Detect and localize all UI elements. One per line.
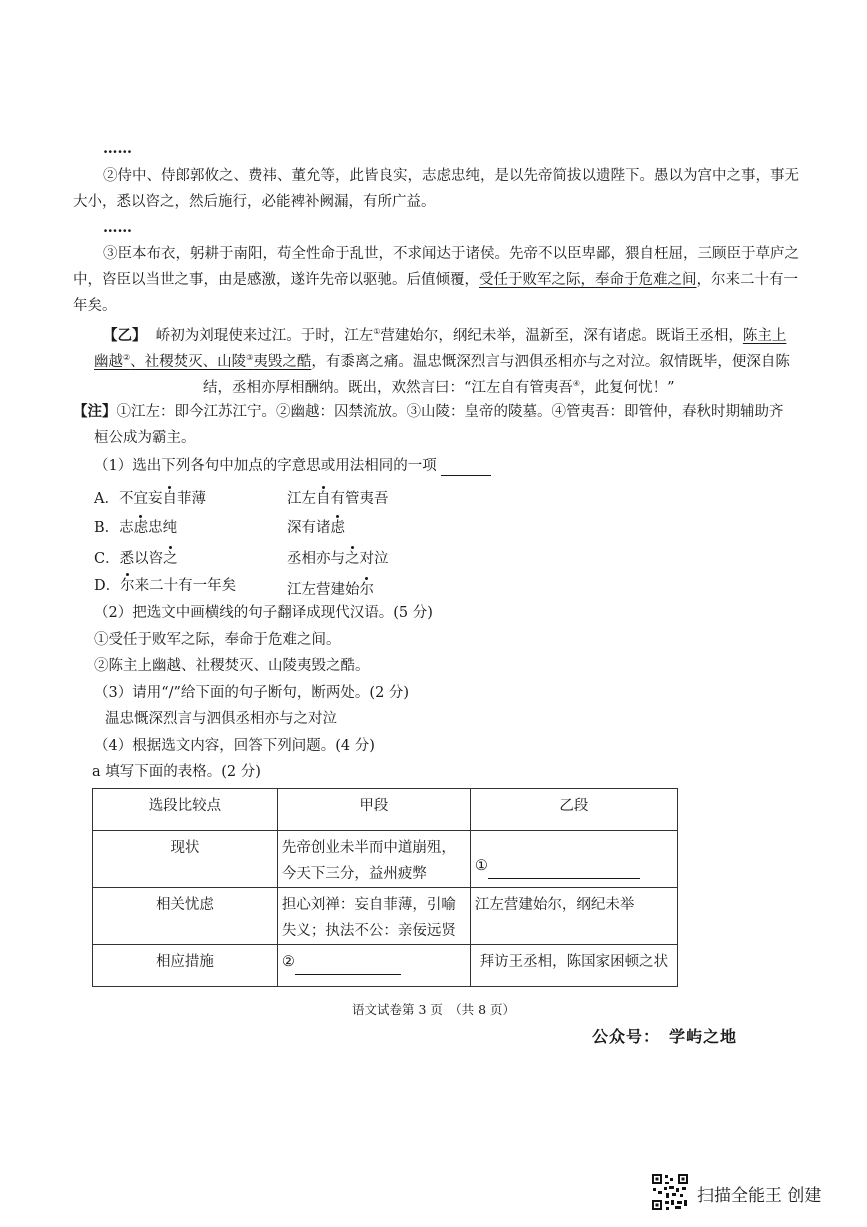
passage-2-line-1: ②侍中、侍郎郭攸之、费祎、董允等，此皆良实，志虑忠纯，是以先帝简拔以遗陛下。愚以为宫中之事，事无 [103,168,799,184]
note-ref-3: ③ [246,353,254,362]
yi-tag: 【乙】 [103,326,147,344]
answer-blank-yi[interactable] [488,864,640,879]
yi-text-4: 结，丞相亦厚相酬纳。既出，欢然言曰：“江左自有管夷吾 [203,379,573,396]
dotted-char-a2: 自 [316,491,331,507]
blank-marker-2: ② [281,954,295,970]
table-header-cell: 甲段 [277,789,470,831]
opt-a2-pre: 江左 [287,491,316,507]
dotted-char-c: 之 [163,551,178,567]
dotted-char-b: 虑 [133,520,149,536]
underlined-sentence-1: 受任于败军之际，奉命于危难之间 [479,272,697,288]
yi-cell: 拜访王丞相，陈国家困顿之状 [470,945,677,987]
opt-d-post: 来二十有一年矣 [134,578,237,594]
question-4: （4）根据选文内容，回答下列问题。(4 分) [94,738,375,754]
opt-d-pre: D． [94,578,121,594]
notes-tag: 【注】 [73,403,117,420]
row-label: 现状 [93,831,278,888]
option-d-right [287,580,374,600]
question-4a: a 填写下面的表格。(2 分) [92,764,261,780]
notes-line-2: 桓公成为霸主。 [94,430,196,446]
passage-2-line-2: 大小，悉以咨之，然后施行，必能裨补阙漏，有所广益。 [73,194,436,210]
blank-marker-1: ① [474,858,488,874]
yi-text-2: 营建始尔，纲纪未举，温新至，深有诸虑。既诣王丞相， [380,327,743,344]
scanner-watermark: 扫描全能王 创建 [697,1186,822,1206]
yi-u-3: 夷毁之酷 [253,353,312,370]
public-account-label: 公众号： 学屿之地 [592,1027,738,1046]
underlined-sentence-2b [94,354,311,370]
yi-text-1: 峤初为刘琨使来过江。于时，江左 [155,327,374,344]
yi-cell-answer [470,831,677,888]
opt-d2-pre: 江左营建始 [287,582,360,598]
passage-yi-line-1 [103,322,786,346]
question-3-sentence: 温忠慨深烈言与泗俱丞相亦与之对泣 [105,711,337,727]
passage-3-text-a: 中，咨臣以当世之事，由是感激，遂许先帝以驱驰。后值倾覆， [73,272,479,288]
opt-c-pre: C．悉以咨 [94,551,164,567]
question-2-item-2: ②陈主上幽越、社稷焚灭、山陵夷毁之酷。 [94,658,370,674]
table-row [93,888,678,945]
option-b-left [94,518,177,538]
yi-text-5: ，此复何忧！” [580,379,675,396]
yi-u-2: 、社稷焚灭、山陵 [130,353,247,370]
notes-text: ①江左：即今江苏江宁。②幽越：囚禁流放。③山陵：皇帝的陵墓。④管夷吾：即管仲，春秋时期辅助齐 [116,404,784,420]
dotted-char-c2: 之 [345,551,360,567]
yi-text-3: ，有黍离之痛。温忠慨深烈言与泗俱丞相亦与之对泣。叙情既毕，便深自陈 [311,353,790,370]
jia-cell-answer [277,945,470,987]
opt-b-pre: B．志 [94,520,134,536]
passage-3-line-2 [73,270,798,290]
question-2-item-1: ①受任于败军之际，奉命于危难之间。 [94,632,341,648]
dotted-char-a: 自 [162,491,177,507]
table-row [93,831,678,888]
table-row [93,945,678,987]
opt-c2-post: 对泣 [359,551,389,567]
question-2: （2）把选文中画横线的句子翻译成现代汉语。(5 分) [94,605,433,621]
note-ref-2: ② [123,353,131,362]
table-header-cell: 乙段 [470,789,677,831]
opt-a-post: 菲薄 [176,491,206,507]
option-d-left [94,576,236,596]
yi-u-1: 幽越 [94,353,123,370]
row-label: 相关忧虑 [93,888,278,945]
passage-yi-line-3 [203,374,675,398]
option-a-left [94,489,206,509]
option-a-right [287,489,389,509]
note-ref-4: ④ [572,379,581,388]
answer-blank-jia[interactable] [295,960,401,975]
table-header-cell: 选段比较点 [93,789,278,831]
jia-cell: 担心刘禅：妄自菲薄，引喻失义；执法不公：亲佞远贤 [277,888,470,945]
answer-blank-1[interactable] [441,461,491,476]
row-label: 相应措施 [93,945,278,987]
option-b-right [287,518,345,538]
dotted-char-d: 尔 [120,578,135,594]
comparison-table [92,788,678,987]
passage-yi-line-2 [94,348,790,372]
passage-3-line-1: ③臣本布衣，躬耕于南阳，苟全性命于乱世，不求闻达于诸侯。先帝不以臣卑鄙，猥自枉屈，三顾臣于草庐之 [103,246,799,262]
opt-b2-pre: 深有诸 [287,520,331,536]
opt-a2-post: 有管夷吾 [330,491,389,507]
opt-a-pre: A．不宜妄 [94,491,163,507]
page-footer: 语文试卷第 3 页 （共 8 页） [351,1002,516,1017]
notes-line-1 [73,402,784,422]
jia-cell: 先帝创业未半而中道崩殂，今天下三分，益州疲弊 [277,831,470,888]
underlined-sentence-2a: 陈主上 [742,327,787,344]
passage-3-text-b: ，尔来二十有一 [696,272,798,288]
passage-3-line-3: 年矣。 [73,298,117,314]
option-c-right [287,549,389,569]
note-ref-1: ① [373,327,381,336]
opt-b-post: 忠纯 [148,520,178,536]
dotted-char-b2: 虑 [330,520,345,536]
opt-c2-pre: 丞相亦与 [287,551,345,567]
question-1 [94,456,491,476]
qr-code-icon [651,1173,689,1211]
table-header-row [93,789,678,831]
yi-cell: 江左营建始尔，纲纪未举 [470,888,677,945]
ellipsis-1: …… [103,140,132,157]
question-1-text: （1）选出下列各句中加点的字意思或用法相同的一项 [94,458,437,474]
option-c-left [94,549,178,569]
question-3: （3）请用“/”给下面的句子断句，断两处。(2 分) [94,685,410,701]
ellipsis-2: …… [103,219,132,236]
dotted-char-d2: 尔 [359,582,374,598]
